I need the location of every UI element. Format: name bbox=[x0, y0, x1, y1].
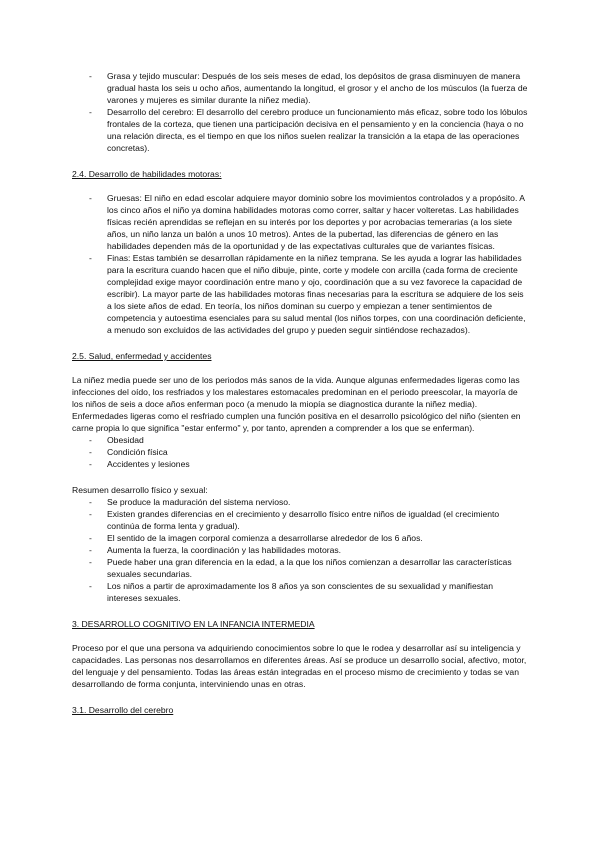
list-item bbox=[72, 434, 530, 446]
list-item bbox=[72, 580, 530, 604]
list-item bbox=[72, 532, 530, 544]
list-item bbox=[72, 446, 530, 458]
list-item-text: Los niños a partir de aproximadamente los 8 años ya son conscientes de su sexualidad y manifiestan intereses sexuales. bbox=[107, 581, 493, 603]
bullet-dash: - bbox=[89, 107, 92, 117]
list-item-text: Accidentes y lesiones bbox=[107, 459, 190, 469]
list-item bbox=[72, 508, 530, 532]
list-item-text: Desarrollo del cerebro: El desarrollo del cerebro produce un funcionamiento más eficaz, sobre todo los lóbulos frontales de la corteza, que tienen una participación decisiva en el pensamiento y en la conciencia (haya o no una relación directa, es el tiempo en que los niños suelen realizar la transición a la etapa de las operaciones concretas). bbox=[107, 107, 528, 153]
bullet-dash: - bbox=[89, 435, 92, 445]
list-item bbox=[72, 458, 530, 470]
summary-title: Resumen desarrollo físico y sexual: bbox=[72, 485, 208, 495]
list-item-text: Aumenta la fuerza, la coordinación y las habilidades motoras. bbox=[107, 545, 342, 555]
section-heading-3: 3. DESARROLLO COGNITIVO EN LA INFANCIA INTERMEDIA bbox=[72, 619, 315, 629]
bullet-dash: - bbox=[89, 253, 92, 263]
document-body bbox=[72, 70, 530, 716]
list-item bbox=[72, 556, 530, 580]
list-item-text: Obesidad bbox=[107, 435, 144, 445]
bullet-dash: - bbox=[89, 545, 92, 555]
list-item-text: Gruesas: El niño en edad escolar adquiere mayor dominio sobre los movimientos controlados y a propósito. A los cinco años el niño ya domina habilidades motoras como correr, saltar y hacer volteretas. Las habilidades físicas recién aprendidas se reflejan en su interés por los deportes y por acrobacias temerarias (a los siete años, un niño lanza un balón a unos 10 metros). Antes de la pubertad, las diferencias de género en las habilidades dependen más de la oportunidad y de las expectativas culturales que de variantes físicas. bbox=[107, 193, 525, 251]
bullet-dash: - bbox=[89, 533, 92, 543]
list-item-text: Se produce la maduración del sistema nervioso. bbox=[107, 497, 291, 507]
summary-list bbox=[72, 496, 530, 604]
list-item-text: Grasa y tejido muscular: Después de los seis meses de edad, los depósitos de grasa disminuyen de manera gradual hasta los seis u ocho años, aumentando la longitud, el grosor y el ancho de los músculos (la fuerza de varones y mujeres es similar durante la niñez media). bbox=[107, 71, 528, 105]
list-item-text: Existen grandes diferencias en el crecimiento y desarrollo físico entre niños de igualdad (el crecimiento continúa de forma lenta y gradual). bbox=[107, 509, 500, 531]
list-item-text: Finas: Estas también se desarrollan rápidamente en la niñez temprana. Se les ayuda a lograr las habilidades para la escritura cuando hacen que el niño dibuje, pinte, corte y modele con arcilla (cada forma de creciente complejidad exige mayor coordinación entre mano y ojo, coordinación que a su vez favorece la capacidad de escribir). La mayor parte de las habilidades motoras finas necesarias para la escritura se adquiere de los seis a los siete años de edad. En teoría, los niños dominan su cuerpo y empiezan a tener sentimientos de competencia y autoestima esenciales para su salud mental (los niños torpes, con una coordinación deficiente, a menudo son excluidos de las actividades del grupo y pueden seguir sintiéndose rechazados). bbox=[107, 253, 526, 335]
bullet-dash: - bbox=[89, 447, 92, 457]
bullet-dash: - bbox=[89, 557, 92, 567]
list-item-text: Puede haber una gran diferencia en la edad, a la que los niños comienzan a desarrollar las características sexuales secundarias. bbox=[107, 557, 512, 579]
list-item-text: Condición física bbox=[107, 447, 168, 457]
bullet-dash: - bbox=[89, 497, 92, 507]
health-paragraph: La niñez media puede ser uno de los periodos más sanos de la vida. Aunque algunas enfermedades ligeras como las infecciones del oído, los resfriados y los malestares estomacales predominan en el periodo preescolar, la mayoría de los niños de seis a doce años enferman poco (a menudo la miopía se diagnostica durante la niñez media). Enfermedades ligeras como el resfriado cumplen una función positiva en el desarrollo psicológico del niño (sienten en carne propia lo que significa "estar enfermo" y, por tanto, aprenden a comprender a los que se enferman). bbox=[72, 375, 521, 433]
bullet-dash: - bbox=[89, 509, 92, 519]
list-item bbox=[72, 252, 530, 336]
physical-development-list bbox=[72, 70, 530, 154]
health-topics-list bbox=[72, 434, 530, 470]
section-heading-2-5: 2.5. Salud, enfermedad y accidentes bbox=[72, 351, 212, 361]
bullet-dash: - bbox=[89, 459, 92, 469]
section-heading-3-1: 3.1. Desarrollo del cerebro bbox=[72, 705, 174, 715]
list-item bbox=[72, 106, 530, 154]
section-heading-2-4: 2.4. Desarrollo de habilidades motoras: bbox=[72, 169, 222, 179]
cognitive-paragraph: Proceso por el que una persona va adquiriendo conocimientos sobre lo que le rodea y desarrollar así su inteligencia y capacidades. Las personas nos desarrollamos en diferentes áreas. Así se produce un desarrollo social, afectivo, motor, del lenguaje y del pensamiento. Todas las áreas están integradas en el proceso mismo de crecimiento y todas se van desarrollando de forma conjunta, interviniendo unas en otras. bbox=[72, 643, 527, 689]
bullet-dash: - bbox=[89, 581, 92, 591]
list-item bbox=[72, 544, 530, 556]
bullet-dash: - bbox=[89, 193, 92, 203]
motor-skills-list bbox=[72, 192, 530, 336]
bullet-dash: - bbox=[89, 71, 92, 81]
list-item bbox=[72, 70, 530, 106]
list-item bbox=[72, 496, 530, 508]
list-item-text: El sentido de la imagen corporal comienza a desarrollarse alrededor de los 6 años. bbox=[107, 533, 423, 543]
list-item bbox=[72, 192, 530, 252]
